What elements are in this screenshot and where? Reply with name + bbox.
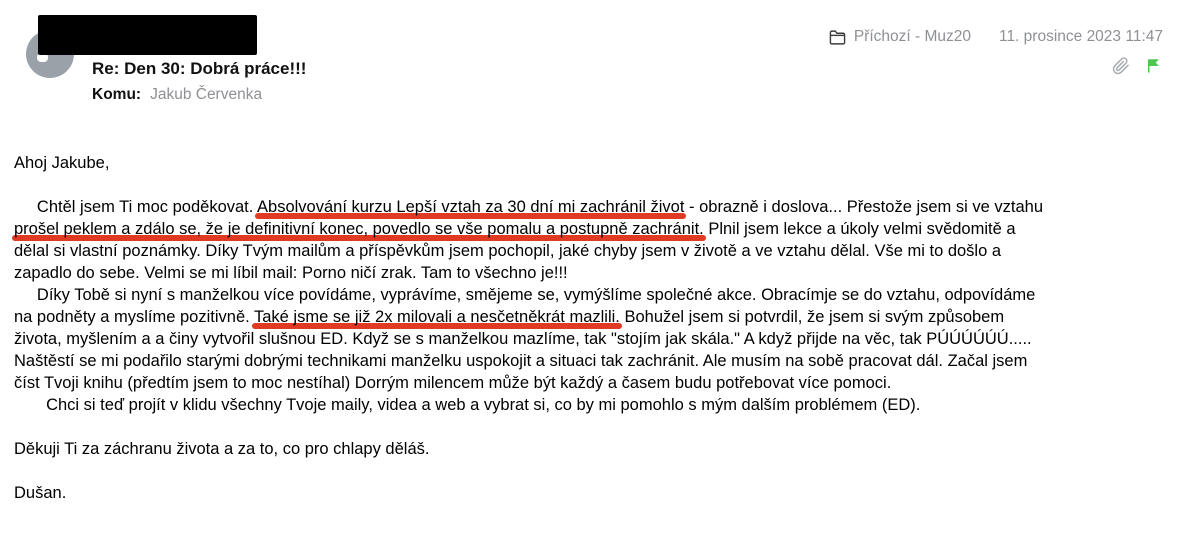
body-text: života, myšlením a a činy vytvořil slušnou ED. Když se s manželkou mazlíme, tak "stojím jak skála." A když přijde na věc, tak PÚÚÚÚÚÚ.....: [14, 330, 1032, 348]
body-text: číst Tvoji knihu (předtím jsem to moc nestíhal) Dorrým milencem může být každý a časem budu potřebovat více pomoci.: [14, 374, 892, 392]
email-body: [14, 152, 1194, 504]
body-text: Bohužel jsem si potvrdil, že jsem si svým způsobem: [619, 308, 1005, 326]
body-line: [14, 482, 1194, 504]
body-line: [14, 416, 1194, 438]
mailbox-chip[interactable]: [829, 28, 971, 46]
recipient-name[interactable]: Jakub Červenka: [150, 86, 263, 103]
body-text: - obrazně i doslova... Přestože jsem si ve vztahu: [684, 198, 1043, 216]
message-meta: [829, 28, 1163, 75]
red-marker-highlight: Absolvování kurzu Lepší vztah za 30 dní mi zachránil život: [257, 198, 685, 216]
folder-icon: [829, 29, 854, 46]
body-line: [14, 240, 1194, 262]
body-line: [14, 262, 1194, 284]
recipient-row: [92, 86, 262, 104]
body-text: Chci si teď projít v klidu všechny Tvoje maily, videa a web a vybrat si, co by mi pomohlo s mým dalším problémem (ED).: [14, 396, 921, 414]
body-line: [14, 306, 1194, 328]
body-text: Ahoj Jakube,: [14, 154, 110, 172]
body-line: [14, 174, 1194, 196]
body-text: na podněty a myslíme pozitivně.: [14, 308, 254, 326]
message-date: 11. prosince 2023 11:47: [998, 28, 1163, 45]
body-text: Chtěl jsem Ti moc poděkovat.: [14, 198, 258, 216]
paperclip-icon[interactable]: [1112, 57, 1130, 75]
body-line: [14, 460, 1194, 482]
body-line: [14, 218, 1194, 240]
flag-icon[interactable]: [1145, 57, 1163, 75]
body-text: dělal si vlastní poznámky. Díky Tvým mailům a příspěvkům jsem pochopil, jaké chyby jsem v životě a ve vztahu dělal. Vše mi to došlo a: [14, 242, 1002, 260]
body-text: Dušan.: [14, 484, 67, 502]
body-text: Díky Tobě si nyní s manželkou více povídáme, vyprávíme, smějeme se, vymýšlíme společné akce. Obracímje se do vztahu, odpovídáme: [14, 286, 1036, 304]
body-text: Děkuji Ti za záchranu života a za to, co pro chlapy děláš.: [14, 440, 430, 458]
body-line: [14, 152, 1194, 174]
body-line: [14, 284, 1194, 306]
body-line: [14, 394, 1194, 416]
sender-name-redaction: [38, 15, 257, 55]
message-header: [0, 0, 1200, 130]
body-line: [14, 328, 1194, 350]
mailbox-label: Příchozí - Muz20: [853, 28, 971, 45]
body-text: Naštěstí se mi podařilo starými dobrými technikami manželku uspokojit a situaci tak zachránit. Ale musím na sobě pracovat dál. Začal jsem: [14, 352, 1028, 370]
email-subject: Re: Den 30: Dobrá práce!!!: [92, 59, 307, 78]
body-text: Plnil jsem lekce a úkoly velmi svědomitě a: [703, 220, 1016, 238]
red-marker-highlight: Také jsme se již 2x milovali a nesčetněkrát mazlili.: [254, 308, 620, 326]
red-marker-highlight: prošel peklem a zdálo se, že je definitivní konec, povedlo se vše pomalu a postupně zachránit.: [14, 220, 704, 238]
body-line: [14, 196, 1194, 218]
body-line: [14, 438, 1194, 460]
to-label: Komu:: [92, 86, 142, 103]
body-line: [14, 350, 1194, 372]
body-line: [14, 372, 1194, 394]
body-text: zapadlo do sebe. Velmi se mi líbil mail: Porno ničí zrak. Tam to všechno je!!!: [14, 264, 568, 282]
